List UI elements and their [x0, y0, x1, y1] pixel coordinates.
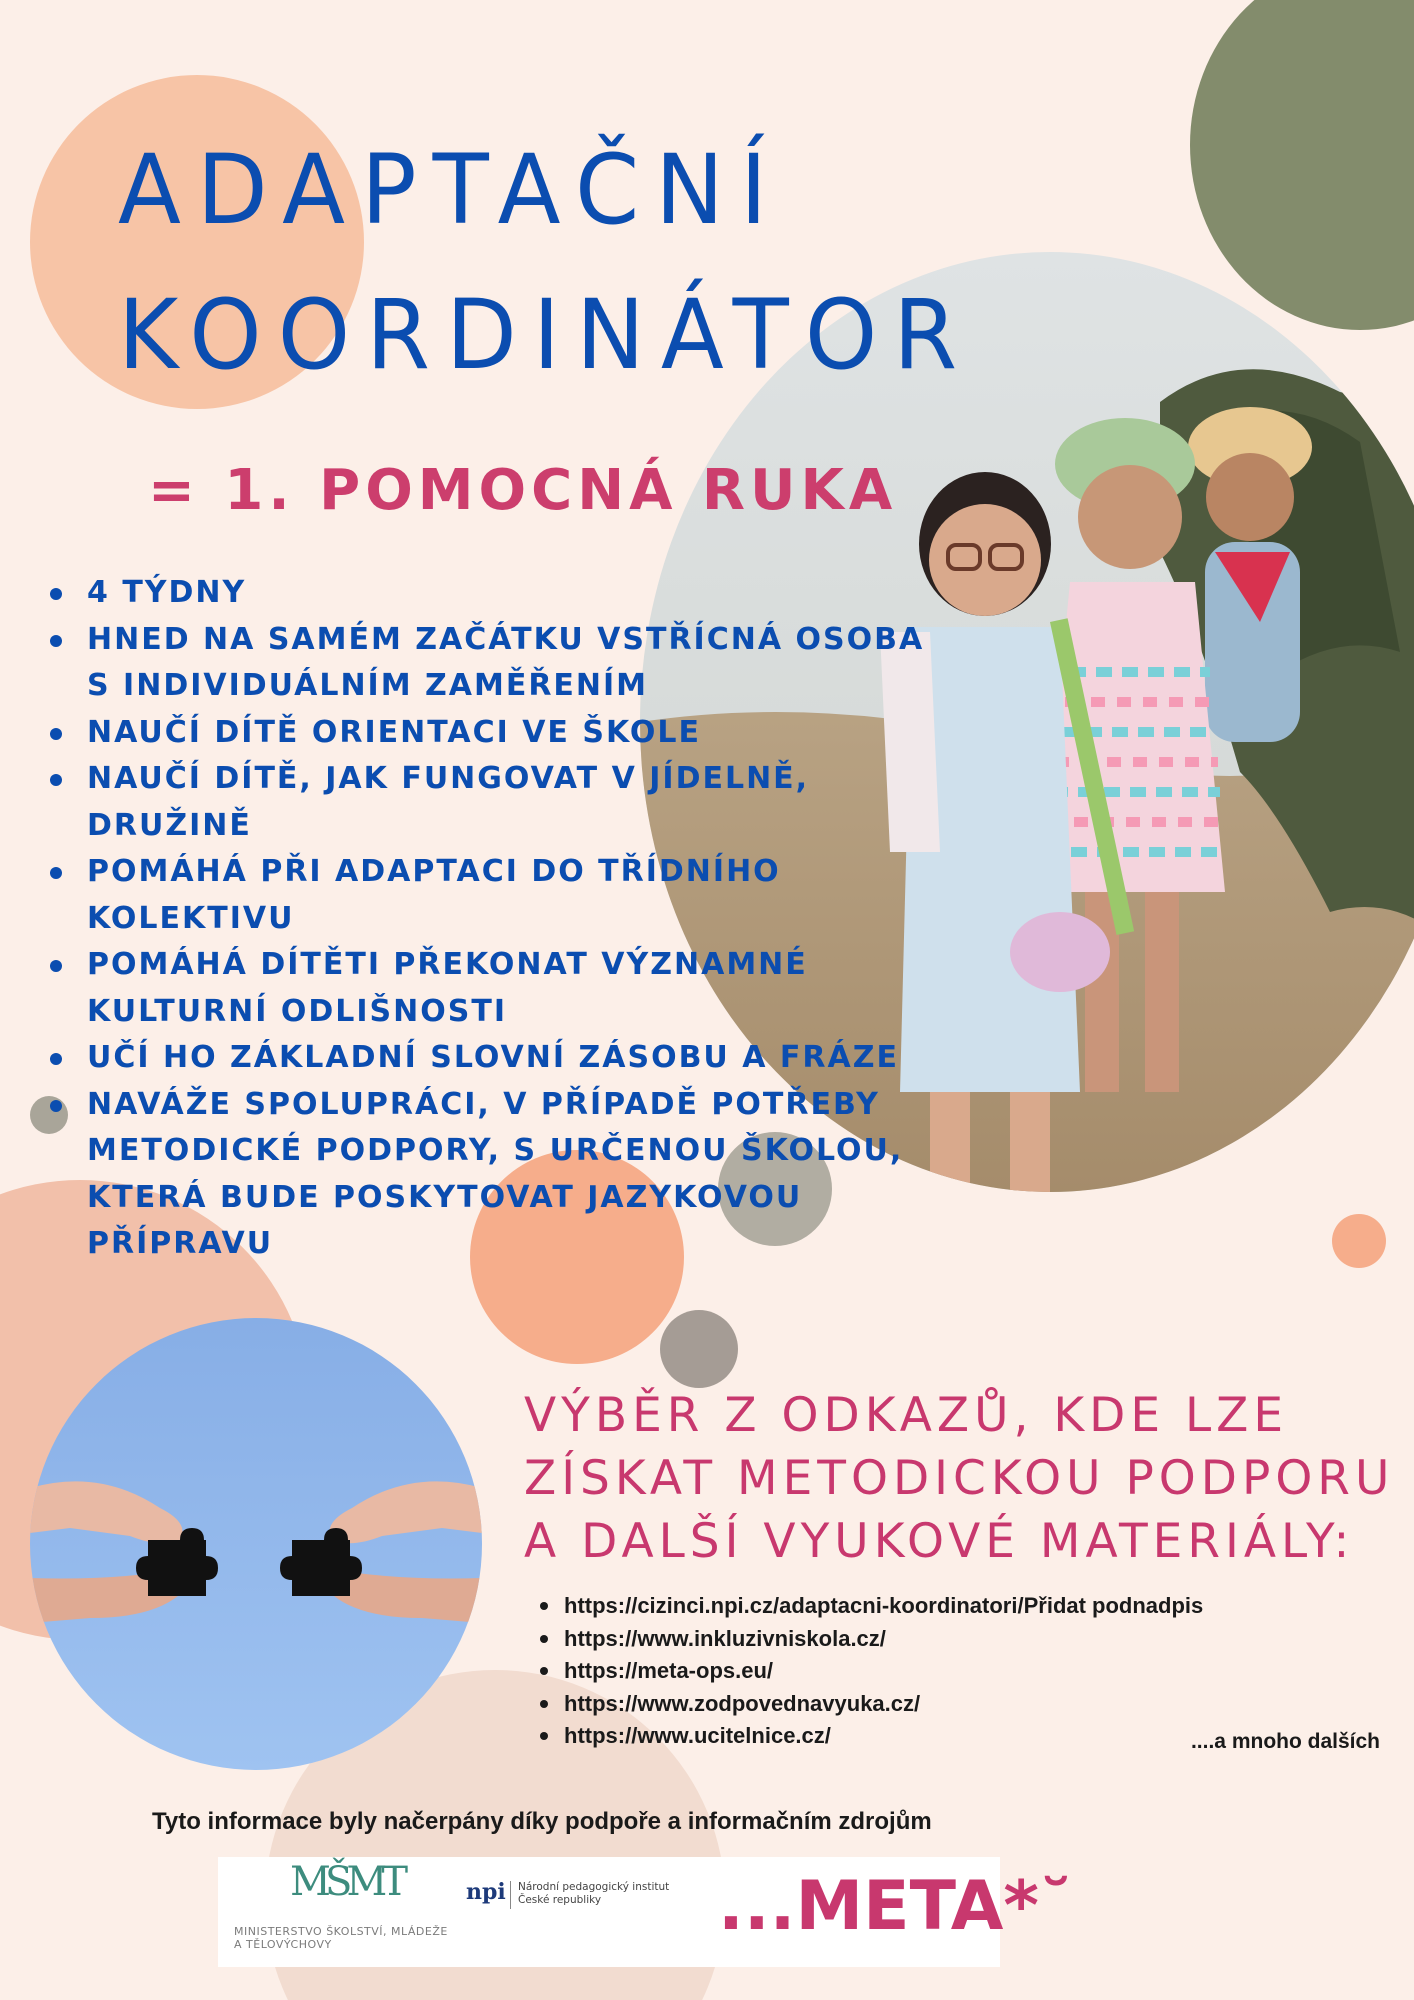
npi-name: Národní pedagogický institut České republiky: [518, 1881, 670, 1906]
npi-mark: npi: [466, 1879, 506, 1905]
link-item-ucitelnice[interactable]: https://www.ucitelnice.cz/: [530, 1720, 1203, 1753]
npi-logo: [466, 1879, 696, 1919]
links-heading: VÝBĚR Z ODKAZŮ, KDE LZE ZÍSKAT METODICKOU PODPORU A DALŠÍ VYUKOVÉ MATERIÁLY:: [524, 1388, 1395, 1569]
list-item: NAVÁŽE SPOLUPRÁCI, V PŘÍPADĚ POTŘEBY METODICKÉ PODPORY, S URČENOU ŠKOLOU, KTERÁ BUDE POSKYTOVAT JAZYKOVOU PŘÍPRAVU: [46, 1082, 907, 1268]
grey-circle-center: [660, 1310, 738, 1388]
page-title: [118, 118, 973, 408]
meta-logo: [718, 1867, 1073, 1947]
list-item: POMÁHÁ PŘI ADAPTACI DO TŘÍDNÍHO KOLEKTIVU: [46, 849, 847, 942]
puzzle-hands-illustration: [30, 1318, 482, 1770]
title-line-1: ADAPTAČNÍ: [118, 133, 784, 247]
list-item: POMÁHÁ DÍTĚTI PŘEKONAT VÝZNAMNÉ KULTURNÍ ODLIŠNOSTI: [46, 942, 847, 1035]
puzzle-photo: [30, 1318, 482, 1770]
salmon-circle-small-right: [1332, 1214, 1386, 1268]
meta-wordmark: ...META*˘: [718, 1867, 1073, 1946]
logos-strip: [218, 1857, 1073, 1967]
msmt-name: MINISTERSTVO ŠKOLSTVÍ, MLÁDEŽE A TĚLOVÝCHOVY: [234, 1925, 448, 1951]
list-item: NAUČÍ DÍTĚ ORIENTACI VE ŠKOLE: [46, 710, 946, 757]
link-item-inkluzivniskola[interactable]: https://www.inkluzivniskola.cz/: [530, 1623, 1203, 1656]
subtitle: = 1. POMOCNÁ RUKA: [148, 458, 898, 523]
title-line-2: KOORDINÁTOR: [118, 278, 974, 391]
link-item-zodpovednavyuka[interactable]: https://www.zodpovednavyuka.cz/: [530, 1688, 1203, 1721]
list-item: UČÍ HO ZÁKLADNÍ SLOVNÍ ZÁSOBU A FRÁZE: [46, 1035, 946, 1082]
duties-list: [46, 570, 946, 1268]
link-item-npi[interactable]: https://cizinci.npi.cz/adaptacni-koordinatori/Přidat podnadpis: [530, 1590, 1203, 1623]
olive-circle-top-right: [1190, 0, 1414, 330]
link-item-meta[interactable]: https://meta-ops.eu/: [530, 1655, 1203, 1688]
links-list: [530, 1590, 1203, 1753]
sources-note: Tyto informace byly načerpány díky podpoře a informačním zdrojům: [152, 1808, 932, 1835]
msmt-mark: MŠMT: [290, 1859, 402, 1905]
more-note: ....a mnoho dalších: [1190, 1730, 1380, 1753]
list-item: 4 TÝDNY: [46, 570, 946, 617]
list-item: HNED NA SAMÉM ZAČÁTKU VSTŘÍCNÁ OSOBA S INDIVIDUÁLNÍM ZAMĚŘENÍM: [46, 617, 947, 710]
list-item: NAUČÍ DÍTĚ, JAK FUNGOVAT V JÍDELNĚ, DRUŽINĚ: [46, 756, 847, 849]
msmt-logo: [218, 1857, 448, 1967]
npi-divider: [510, 1881, 511, 1909]
